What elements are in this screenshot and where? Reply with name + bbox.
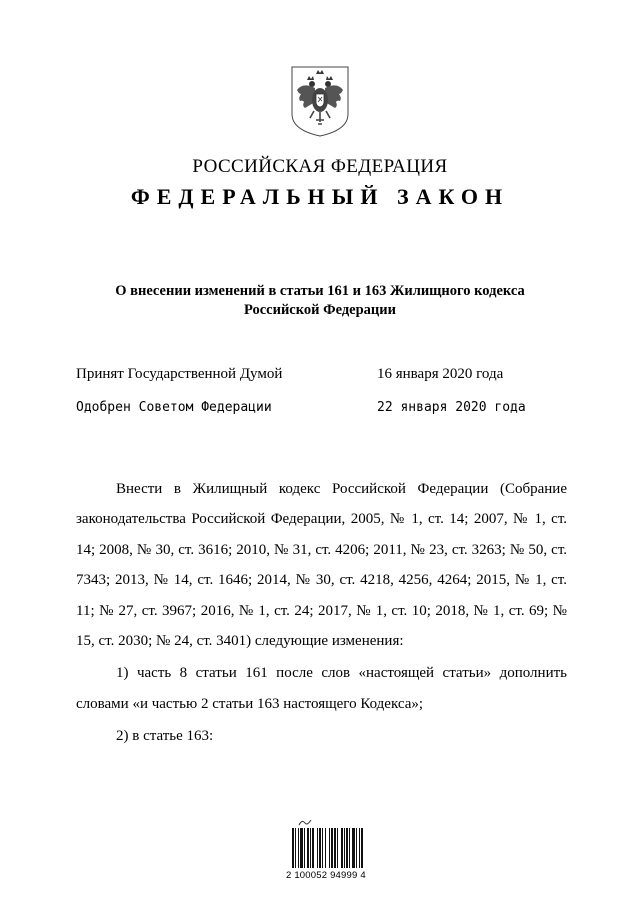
russian-coat-of-arms-icon: [289, 64, 351, 138]
body-paragraph: 2) в статье 163:: [116, 728, 214, 745]
law-title-line: О внесении изменений в статьи 161 и 163 Жилищного кодекса: [115, 283, 525, 299]
adoption-label: Принят Государственной Думой: [76, 366, 283, 382]
barcode-digits: 2 100052 94999 4: [286, 870, 366, 881]
body-paragraph: 1) часть 8 статьи 161 после слов «настоящей статьи» дополнить словами «и частью 2 статьи 163 настоящего Кодекса»;: [76, 665, 567, 712]
body-paragraph: Внести в Жилищный кодекс Российской Федерации (Собрание законодательства Российской Федерации, 2005, № 1, ст. 14; 2007, № 1, ст. 14; 2008, № 30, ст. 3616; 2010, № 31, ст. 4206; 2011, № 23, ст. 3263; № 50, ст. 7343; 2013, № 14, ст. 1646; 2014, № 30, ст. 4218, 4256, 4264; 2015, № 1, ст. 11; № 27, ст. 3967; 2016, № 1, ст. 24; 2017, № 1, ст. 10; 2018, № 1, ст. 69; № 15, ст. 2030; № 24, ст. 3401) следующие изменения:: [76, 481, 567, 650]
country-name: РОССИЙСКАЯ ФЕДЕРАЦИЯ: [192, 156, 448, 177]
law-title: [60, 282, 580, 320]
coat-of-arms-emblem: [289, 64, 351, 138]
adoption-date: 22 января 2020 года: [377, 400, 526, 415]
law-type-heading: ФЕДЕРАЛЬНЫЙ ЗАКОН: [130, 184, 510, 209]
document-barcode: [286, 818, 374, 888]
barcode-icon: [292, 828, 374, 868]
law-body: [76, 474, 567, 752]
adoption-label: Одобрен Советом Федерации: [76, 400, 272, 415]
adoption-date: 16 января 2020 года: [377, 366, 504, 382]
law-title-line: Российской Федерации: [243, 302, 396, 318]
signature-mark-icon: [298, 818, 312, 827]
